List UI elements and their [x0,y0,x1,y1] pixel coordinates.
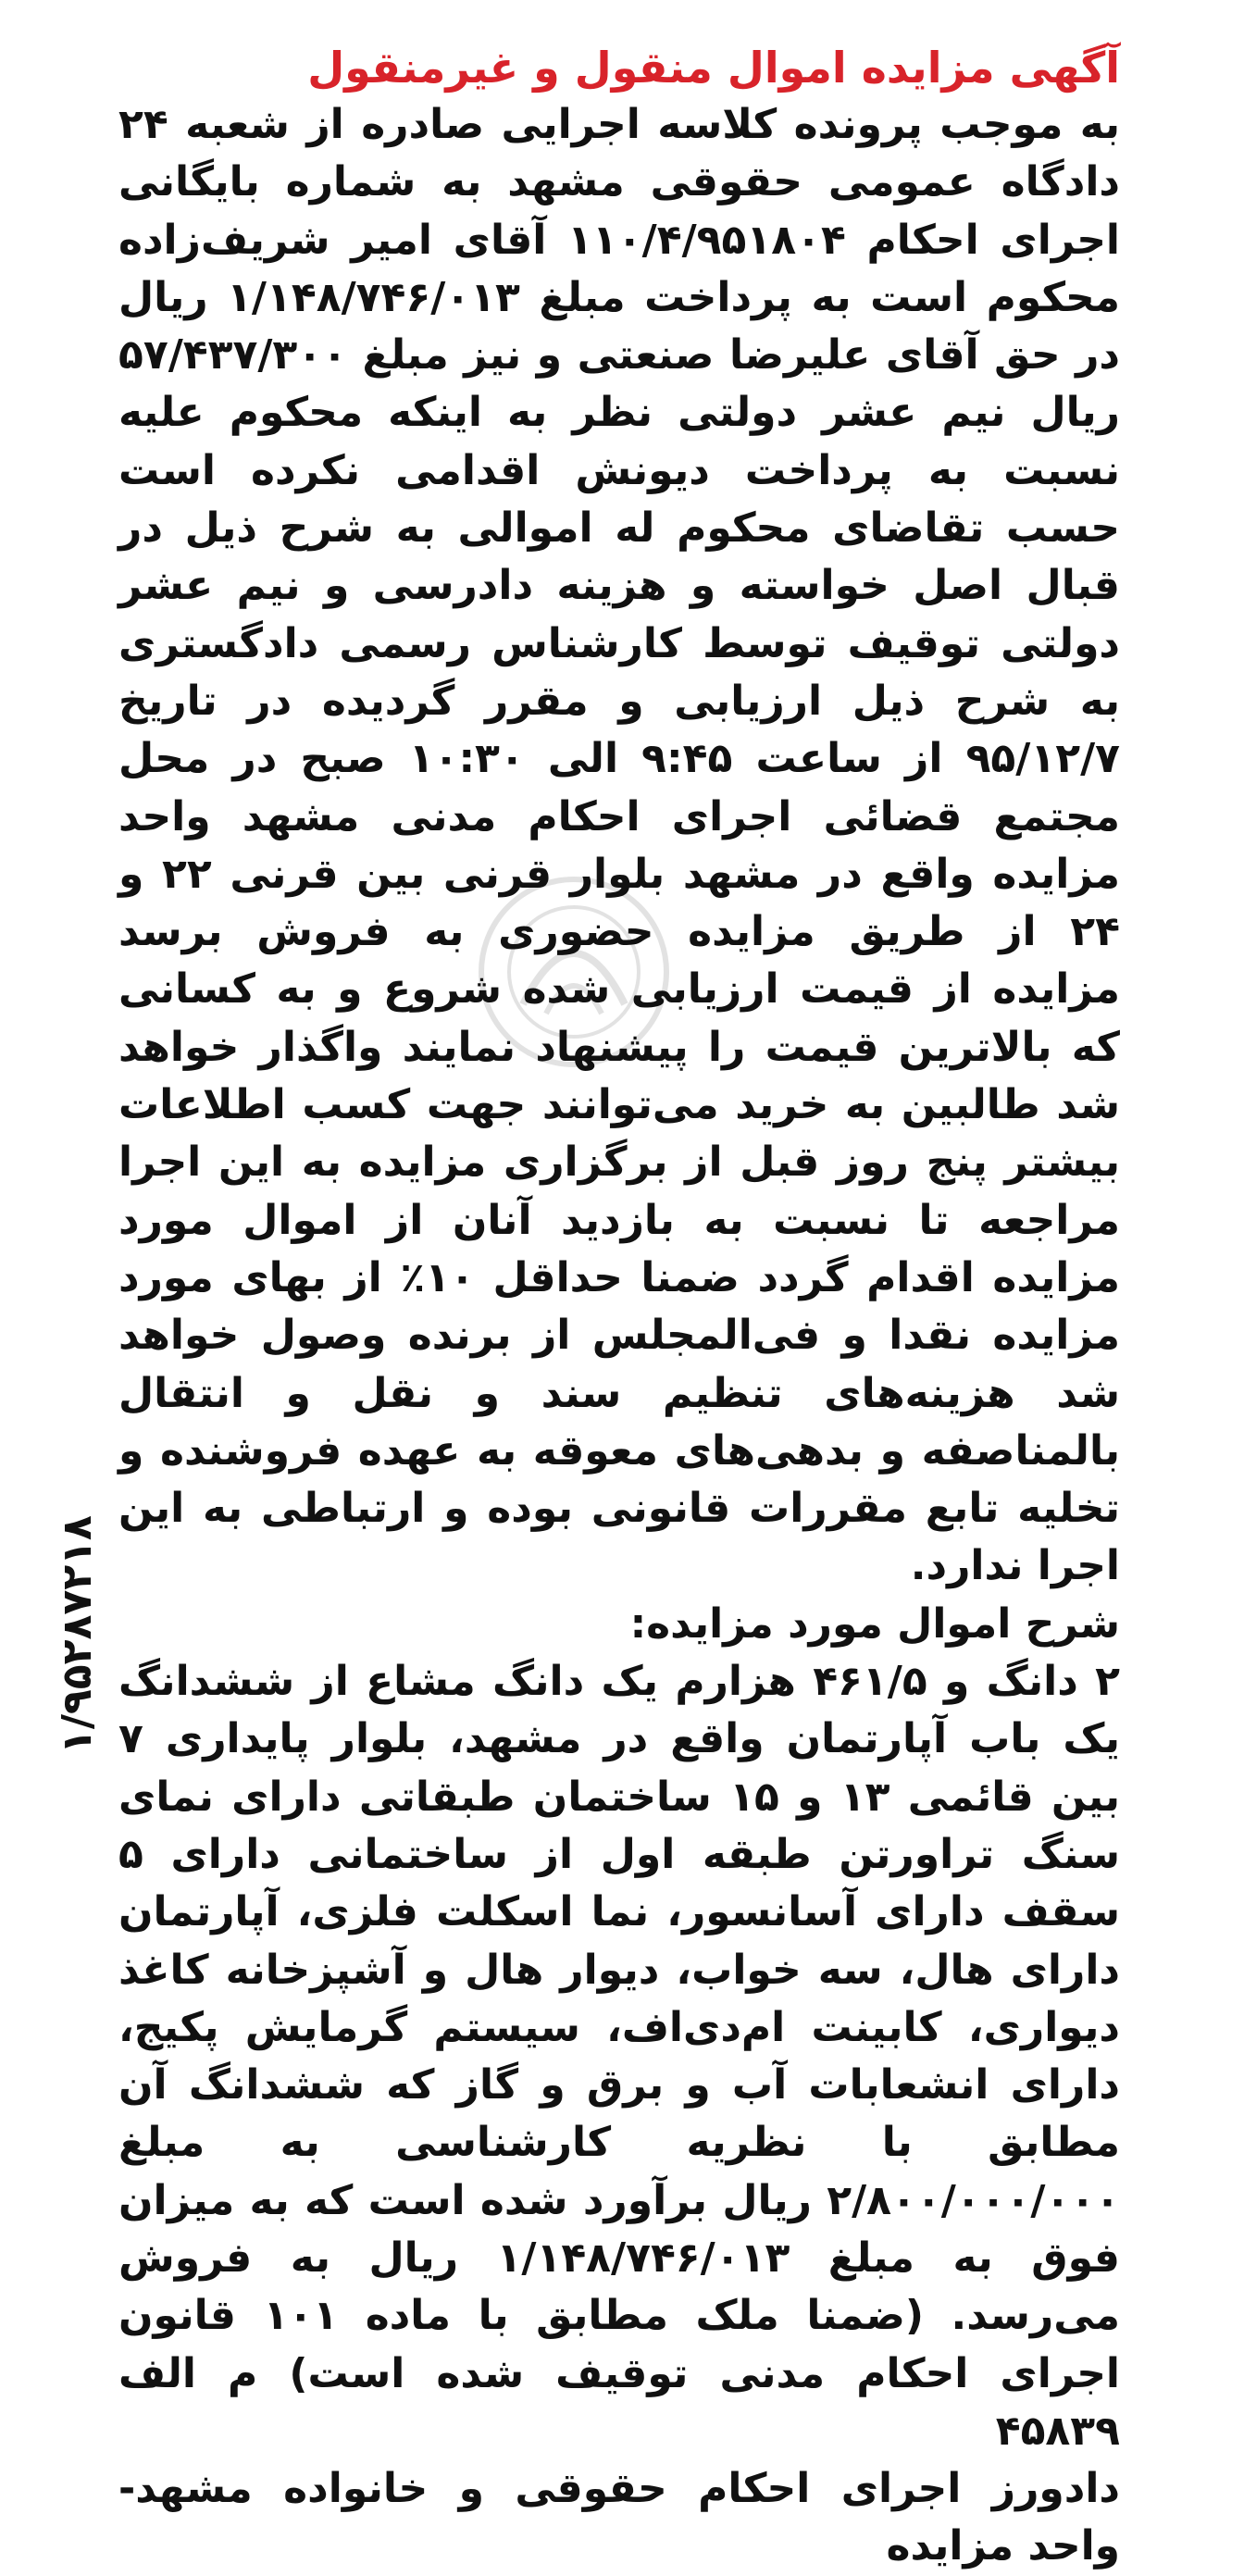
side-reference-number: ۱/۹۵۲۸۷۲۱۸ [54,1515,101,1754]
notice-signature: دادورز اجرای احکام حقوقی و خانواده مشهد- واحد مزایده [118,2465,1120,2570]
auction-notice [118,41,1120,2576]
notice-body: به موجب پرونده کلاسه اجرایی صادره از شعبه ۲۴ دادگاه عمومی حقوقی مشهد به شماره بایگانی اجرای احکام ۱۱۰/۴/۹۵۱۸۰۴ آقای امیر شریف‌زاده محکوم است به پرداخت مبلغ ۱/۱۴۸/۷۴۶/۰۱۳ ریال در حق آقای علیرضا صنعتی و نیز مبلغ ۵۷/۴۳۷/۳۰۰ ریال نیم عشر دولتی نظر به اینکه محکوم علیه نسبت به پرداخت دیونش اقدامی نکرده است حسب تقاضای محکوم له اموالی به شرح ذیل در قبال اصل خواسته و هزینه دادرسی و نیم عشر دولتی توقیف توسط کارشناس رسمی دادگستری به شرح ذیل ارزیابی و مقرر گردیده در تاریخ ۹۵/۱۲/۷ از ساعت ۹:۴۵ الی ۱۰:۳۰ صبح در محل مجتمع قضائی اجرای احکام مدنی مشهد واحد مزایده واقع در مشهد بلوار قرنی بین قرنی ۲۲ و ۲۴ از طریق مزایده حضوری به فروش برسد مزایده از قیمت ارزیابی شده شروع و به کسانی که بالاترین قیمت را پیشنهاد نمایند واگذار خواهد شد طالبین به خرید می‌توانند جهت کسب اطلاعات بیشتر پنج روز قبل از برگزاری مزایده به این اجرا مراجعه تا نسبت به بازدید آنان از اموال مورد مزایده اقدام گردد ضمنا حداقل ۱۰٪ از بهای مورد مزایده نقدا و فی‌المجلس از برنده وصول خواهد شد هزینه‌های تنظیم سند و نقل و انتقال بالمناصفه و بدهی‌های معوقه به عهده فروشنده و تخلیه تابع مقررات قانونی بوده و ارتباطی به این اجرا ندارد. [118,101,1120,1590]
notice-title: آگهی مزایده اموال منقول و غیرمنقول [307,43,1120,93]
items-heading: شرح اموال مورد مزایده: [629,1599,1120,1648]
items-description: ۲ دانگ و ۴۶۱/۵ هزارم یک دانگ مشاع از ششدانگ یک باب آپارتمان واقع در مشهد، بلوار پایداری ۷ بین قائمی ۱۳ و ۱۵ ساختمان طبقاتی دارای نمای سنگ تراورتن طبقه اول از ساختمانی دارای ۵ سقف دارای آسانسور، نما اسکلت فلزی، آپارتمان دارای هال، سه خواب، دیوار هال و آشپزخانه کاغذ دیواری، کابینت ام‌دی‌اف، سیستم گرمایش پکیج، دارای انشعابات آب و برق و گاز که ششدانگ آن مطابق با نظریه کارشناسی به مبلغ ۲/۸۰۰/۰۰۰/۰۰۰ ریال برآورد شده است که به میزان فوق به مبلغ ۱/۱۴۸/۷۴۶/۰۱۳ ریال به فروش می‌رسد. (ضمنا ملک مطابق با ماده ۱۰۱ قانون اجرای احکام مدنی توقیف شده است) م الف ۴۵۸۳۹ [118,1658,1121,2455]
